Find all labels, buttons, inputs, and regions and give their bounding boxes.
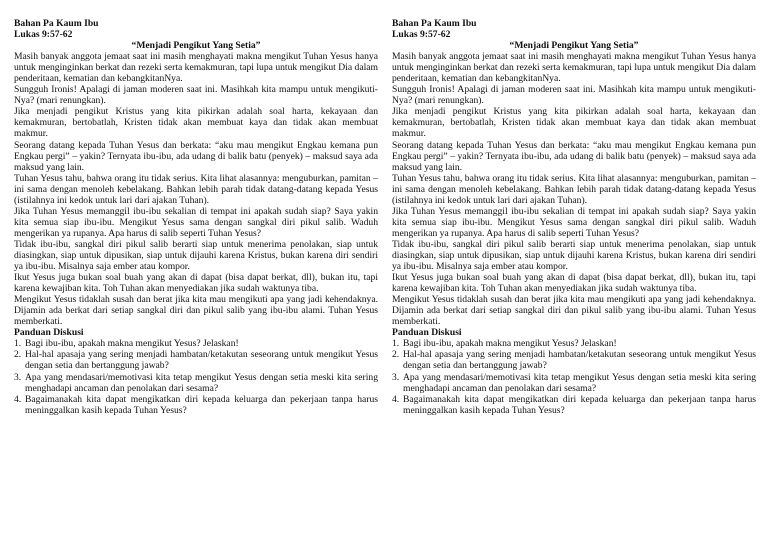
header-title: Bahan Pa Kaum Ibu [14,18,99,29]
left-column [14,18,378,416]
paragraph: Mengikut Yesus tidaklah susah dan berat jika kita mau mengikuti apa yang jadi kehendaknya. Dijamin ada berkat dari setiap sangkal diri dan pikul salib yang ibu-ibu alami. Tuhan Yesus memberkati. [392,294,756,328]
paragraph: Ikut Yesus juga bukan soal buah yang akan di dapat (bisa dapat berkat, dll), bukan itu, tapi karena kewajiban kita. Toh Tuhan akan menyediakan jika sudah waktunya tiba. [392,272,756,295]
document-title: “Menjadi Pengikut Yang Setia” [509,40,639,52]
question-text: Apa yang mendasari/memotivasi kita tetap mengikut Yesus dengan setia meski kita sering menghadapi ancaman dan penolakan dari sesama? [25,371,378,394]
question-number: 1. [392,338,400,350]
paragraph: Seorang datang kepada Tuhan Yesus dan berkata: “aku mau mengikut Engkau kemana pun Engkau pergi” – yakin? Ternyata ibu-ibu, ada udang di balik batu (penyek) – maksud saya ada maksud yang lain. [392,139,756,173]
paragraph: Mengikut Yesus tidaklah susah dan berat jika kita mau mengikuti apa yang jadi kehendaknya. Dijamin ada berkat dari setiap sangkal diri dan pikul salib yang ibu-ibu alami. Tuhan Yesus memberkati. [14,294,378,328]
paragraph: Tuhan Yesus tahu, bahwa orang itu tidak serius. Kita lihat alasannya: menguburkan, pamitan – ini sama dengan menoleh kebelakang. Bahkan lebih parah tidak datang-datang kepada Yesus (istilahnya ini kedok untuk lari dari ajakan Tuhan). [392,172,756,206]
paragraph: Tidak ibu-ibu, sangkal diri pikul salib berarti siap untuk menerima penolakan, siap untuk diasingkan, siap untuk dipusikan, siap untuk dijauhi karena Kristus, bukan karena diri sendiri ya ibu-ibu. Misalnya saja ember atau kompor. [392,238,756,273]
question-text: Hal-hal apasaja yang sering menjadi hambatan/ketakutan seseorang untuk mengikut Yesus dengan setia dan bertanggung jawab? [25,349,378,372]
paragraph: Sungguh Ironis! Apalagi di jaman moderen saat ini. Masihkah kita mampu untuk mengikuti-Nya? (mari renungkan). [14,84,378,107]
paragraph: Tuhan Yesus tahu, bahwa orang itu tidak serius. Kita lihat alasannya: menguburkan, pamitan – ini sama dengan menoleh kebelakang. Bahkan lebih parah tidak datang-datang kepada Yesus (istilahnya ini kedok untuk lari dari ajakan Tuhan). [14,172,378,206]
paragraph: Jika menjadi pengikut Kristus yang kita pikirkan adalah soal harta, kekayaan dan kemakmuran, bertobatlah, Kristen tidak akan membuat kaya dan tidak akan membuat makmur. [392,106,756,140]
paragraph: Tidak ibu-ibu, sangkal diri pikul salib berarti siap untuk menerima penolakan, siap untuk diasingkan, siap untuk dipusikan, siap untuk dijauhi karena Kristus, bukan karena diri sendiri ya ibu-ibu. Misalnya saja ember atau kompor. [14,238,378,273]
header-passage: Lukas 9:57-62 [392,29,451,41]
paragraph: Jika Tuhan Yesus memanggil ibu-ibu sekalian di tempat ini apakah sudah siap? Saya yakin kita semua siap ibu-ibu. Mengikut Yesus sama dengan sangkal diri pikul salib. Waduh mengerikan ya rupanya. Apa harus di salib seperti Tuhan Yesus? [14,205,378,239]
paragraph: Ikut Yesus juga bukan soal buah yang akan di dapat (bisa dapat berkat, dll), bukan itu, tapi karena kewajiban kita. Toh Tuhan akan menyediakan jika sudah waktunya tiba. [14,272,378,295]
header-passage: Lukas 9:57-62 [14,29,73,41]
question-number: 3. [392,371,400,383]
question-item [14,349,378,371]
header-title: Bahan Pa Kaum Ibu [392,18,477,29]
question-item [14,338,378,349]
discussion-questions [14,338,378,415]
paragraph: Jika menjadi pengikut Kristus yang kita pikirkan adalah soal harta, kekayaan dan kemakmuran, bertobatlah, Kristen tidak akan membuat kaya dan tidak akan membuat makmur. [14,106,378,140]
question-item [14,372,378,394]
question-number: 2. [14,349,22,361]
discussion-title: Panduan Diskusi [14,327,84,339]
question-text: Bagaimanakah kita dapat mengikatkan diri kepada keluarga dan pekerjaan tanpa harus meninggalkan kasih kepada Tuhan Yesus? [25,393,378,416]
question-item [392,372,756,394]
question-number: 2. [392,349,400,361]
question-text: Hal-hal apasaja yang sering menjadi hambatan/ketakutan seseorang untuk mengikut Yesus dengan setia dan bertanggung jawab? [403,349,756,372]
question-number: 4. [392,393,400,405]
question-item [14,394,378,416]
discussion-title: Panduan Diskusi [392,327,462,339]
question-item [392,349,756,371]
question-text: Apa yang mendasari/memotivasi kita tetap mengikut Yesus dengan setia meski kita sering menghadapi ancaman dan penolakan dari sesama? [403,371,756,394]
paragraph: Jika Tuhan Yesus memanggil ibu-ibu sekalian di tempat ini apakah sudah siap? Saya yakin kita semua siap ibu-ibu. Mengikut Yesus sama dengan sangkal diri pikul salib. Waduh mengerikan ya rupanya. Apa harus di salib seperti Tuhan Yesus? [392,205,756,239]
paragraph: Sungguh Ironis! Apalagi di jaman moderen saat ini. Masihkah kita mampu untuk mengikuti-Nya? (mari renungkan). [392,84,756,107]
discussion-questions [392,338,756,415]
question-number: 1. [14,338,22,350]
question-text: Bagi ibu-ibu, apakah makna mengikut Yesus? Jelaskan! [25,338,239,350]
right-column [392,18,756,416]
question-item [392,338,756,349]
question-text: Bagaimanakah kita dapat mengikatkan diri kepada keluarga dan pekerjaan tanpa harus meninggalkan kasih kepada Tuhan Yesus? [403,393,756,416]
paragraph: Seorang datang kepada Tuhan Yesus dan berkata: “aku mau mengikut Engkau kemana pun Engkau pergi” – yakin? Ternyata ibu-ibu, ada udang di balik batu (penyek) – maksud saya ada maksud yang lain. [14,139,378,173]
question-number: 3. [14,371,22,383]
question-number: 4. [14,393,22,405]
paragraph: Masih banyak anggota jemaat saat ini masih menghayati makna mengikut Tuhan Yesus hanya untuk menginginkan berkat dan rezeki serta kemakmuran, tapi lupa untuk mengikut Dia dalam penderitaan, kematian dan kebangkitanNya. [392,51,756,85]
paragraph: Masih banyak anggota jemaat saat ini masih menghayati makna mengikut Tuhan Yesus hanya untuk menginginkan berkat dan rezeki serta kemakmuran, tapi lupa untuk mengikut Dia dalam penderitaan, kematian dan kebangkitanNya. [14,51,378,85]
document-title: “Menjadi Pengikut Yang Setia” [131,40,261,52]
question-item [392,394,756,416]
question-text: Bagi ibu-ibu, apakah makna mengikut Yesus? Jelaskan! [403,338,617,350]
